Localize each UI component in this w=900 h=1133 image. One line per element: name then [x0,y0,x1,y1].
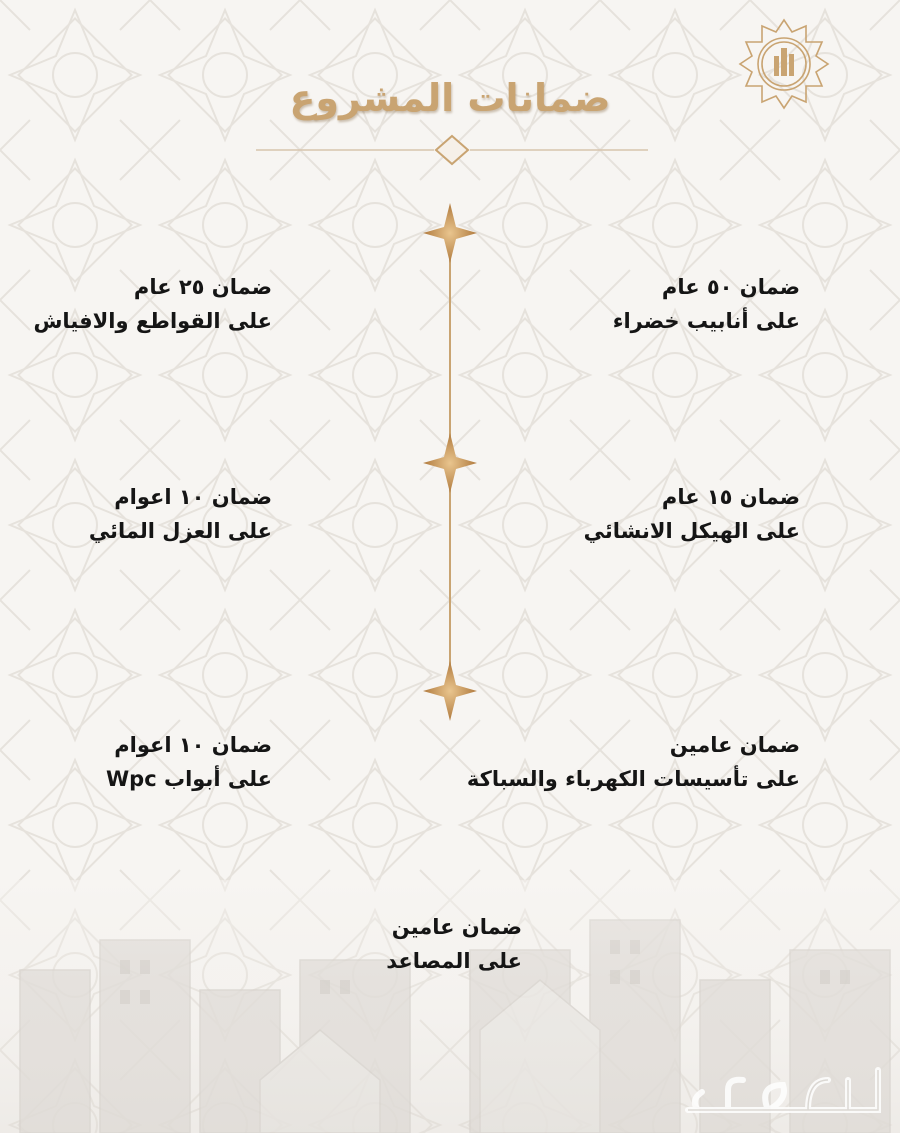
guarantee-duration: ضمان عامين [391,915,522,939]
page-title: ضمانات المشروع [289,76,611,120]
guarantee-duration: ضمان ١٠ اعوام [114,485,272,509]
guarantee-scope: على العزل المائي [88,519,272,543]
guarantee-scope: على تأسيسات الكهرباء والسباكة [466,767,800,791]
guarantee-scope: على أبواب Wpc [106,767,272,791]
guarantee-duration: ضمان ١٥ عام [661,485,800,509]
title-divider-diamond-icon [256,134,648,166]
guarantee-scope: على الهيكل الانشائي [583,519,800,543]
watermark-logo-icon [668,1040,898,1130]
guarantee-scope: على القواطع والافياش [33,309,272,333]
guarantee-scope: على المصاعد [386,949,522,973]
guarantee-duration: ضمان ٥٠ عام [661,275,800,299]
guarantee-duration: ضمان ٢٥ عام [133,275,272,299]
four-point-star-icon [423,661,477,721]
guarantee-duration: ضمان ١٠ اعوام [114,733,272,757]
timeline [415,195,485,725]
building-seal-icon [738,18,830,110]
four-point-star-icon [423,203,477,263]
four-point-star-icon [423,433,477,493]
guarantee-duration: ضمان عامين [669,733,800,757]
guarantee-scope: على أنابيب خضراء [612,309,800,333]
